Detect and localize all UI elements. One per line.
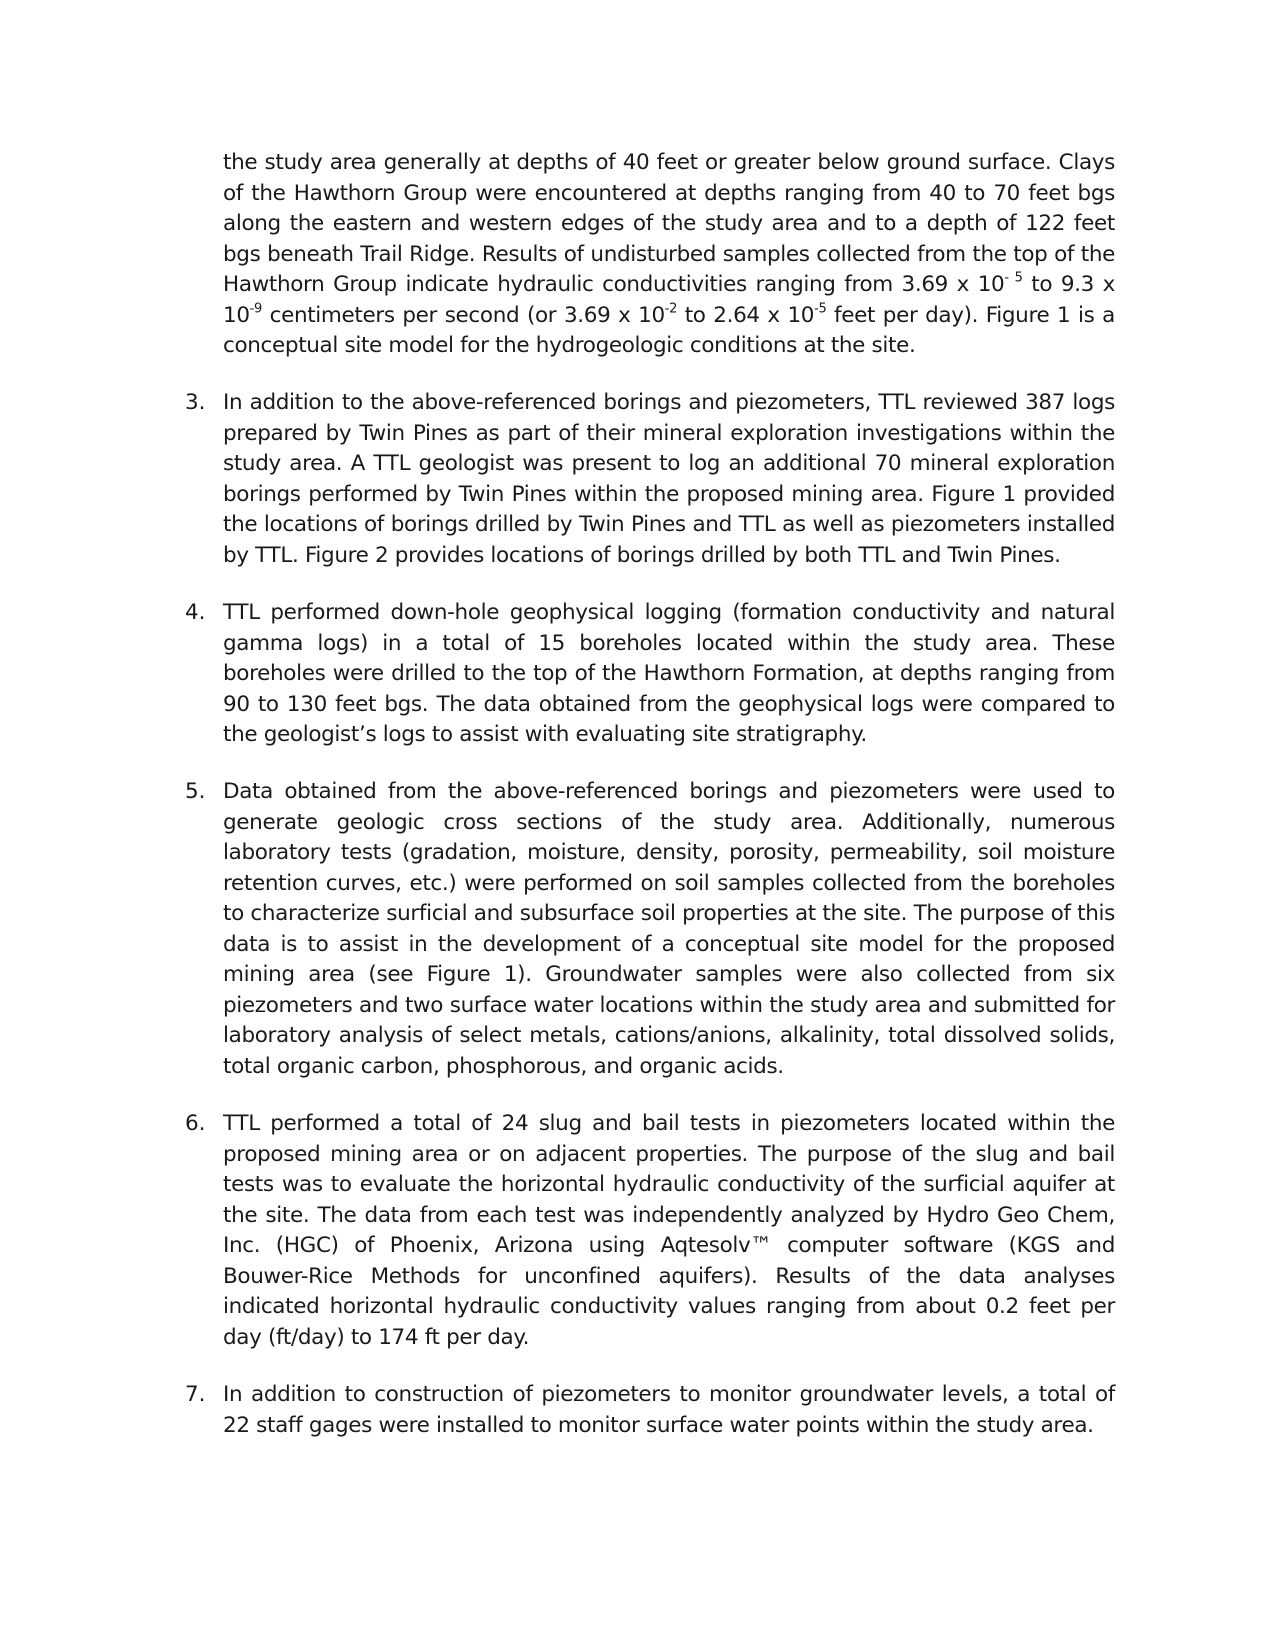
list-item-number: 7. — [185, 1382, 206, 1407]
list-item-text: TTL performed a total of 24 slug and bail tests in piezometers located within the proposed mining area or on adjacent properties. The purpose of the slug and bail tests was to evaluate the horizontal hydraulic conductivity of the surficial aquifer at the site. The data from each test was independently analyzed by Hydro Geo Chem, Inc. (HGC) of Phoenix, Arizona using Aqtesolv™ computer software (KGS and Bouwer-Rice Methods for unconfined aquifers). Results of the data analyses indicated horizontal hydraulic conductivity values ranging from about 0.2 feet per day (ft/day) to 174 ft per day. — [223, 1111, 1115, 1350]
list-item-text: In addition to construction of piezometers to monitor groundwater levels, a total of 22 staff gages were installed to monitor surface water points within the study area. — [223, 1382, 1115, 1438]
intro-superscript-2: -9 — [249, 300, 262, 316]
intro-text-4: to 2.64 x 10 — [677, 302, 815, 328]
list-item-text: Data obtained from the above-referenced borings and piezometers were used to generate geologic cross sections of the study area. Additionally, numerous laboratory tests (gradation, moisture, density, porosity, permeability, soil moisture retention curves, etc.) were performed on soil samples collected from the boreholes to characterize surficial and subsurface soil properties at the site. The purpose of this data is to assist in the development of a conceptual site model for the proposed mining area (see Figure 1). Groundwater samples were also collected from six piezometers and two surface water locations within the study area and submitted for laboratory analysis of select metals, cations/anions, alkalinity, total dissolved solids, total organic carbon, phosphorous, and organic acids. — [223, 779, 1115, 1079]
list-item-number: 3. — [185, 390, 206, 415]
intro-text-3: centimeters per second (or 3.69 x 10 — [261, 302, 665, 328]
intro-superscript-3: -2 — [664, 300, 678, 316]
list-item-number: 6. — [185, 1111, 206, 1136]
intro-paragraph — [223, 148, 1115, 362]
intro-text-5: feet per day). Figure 1 is a conceptual site model for the hydrogeologic conditions at the site. — [223, 302, 1115, 358]
intro-superscript-1: - 5 — [1004, 270, 1023, 286]
intro-text-2: to 9.3 x 10 — [223, 272, 1115, 328]
intro-text-1: the study area generally at depths of 40 feet or greater below ground surface. Clays of the Hawthorn Group were encountered at depths ranging from 40 to 70 feet bgs along the eastern and western edges of the study area and to a depth of 122 feet bgs beneath Trail Ridge. Results of undisturbed samples collected from the top of the Hawthorn Group indicate hydraulic conductivities ranging from 3.69 x 10 — [223, 150, 1115, 297]
list-item-text: TTL performed down-hole geophysical logging (formation conductivity and natural gamma logs) in a total of 15 boreholes located within the study area. These boreholes were drilled to the top of the Hawthorn Formation, at depths ranging from 90 to 130 feet bgs. The data obtained from the geophysical logs were compared to the geologist’s logs to assist with evaluating site stratigraphy. — [223, 600, 1115, 747]
list-item-number: 4. — [185, 600, 206, 625]
list-item-text: In addition to the above-referenced borings and piezometers, TTL reviewed 387 logs prepared by Twin Pines as part of their mineral exploration investigations within the study area. A TTL geologist was present to log an additional 70 mineral exploration borings performed by Twin Pines within the proposed mining area. Figure 1 provided the locations of borings drilled by Twin Pines and TTL as well as piezometers installed by TTL. Figure 2 provides locations of borings drilled by both TTL and Twin Pines. — [223, 390, 1115, 568]
list-item-number: 5. — [185, 779, 206, 804]
intro-superscript-4: -5 — [814, 300, 827, 316]
